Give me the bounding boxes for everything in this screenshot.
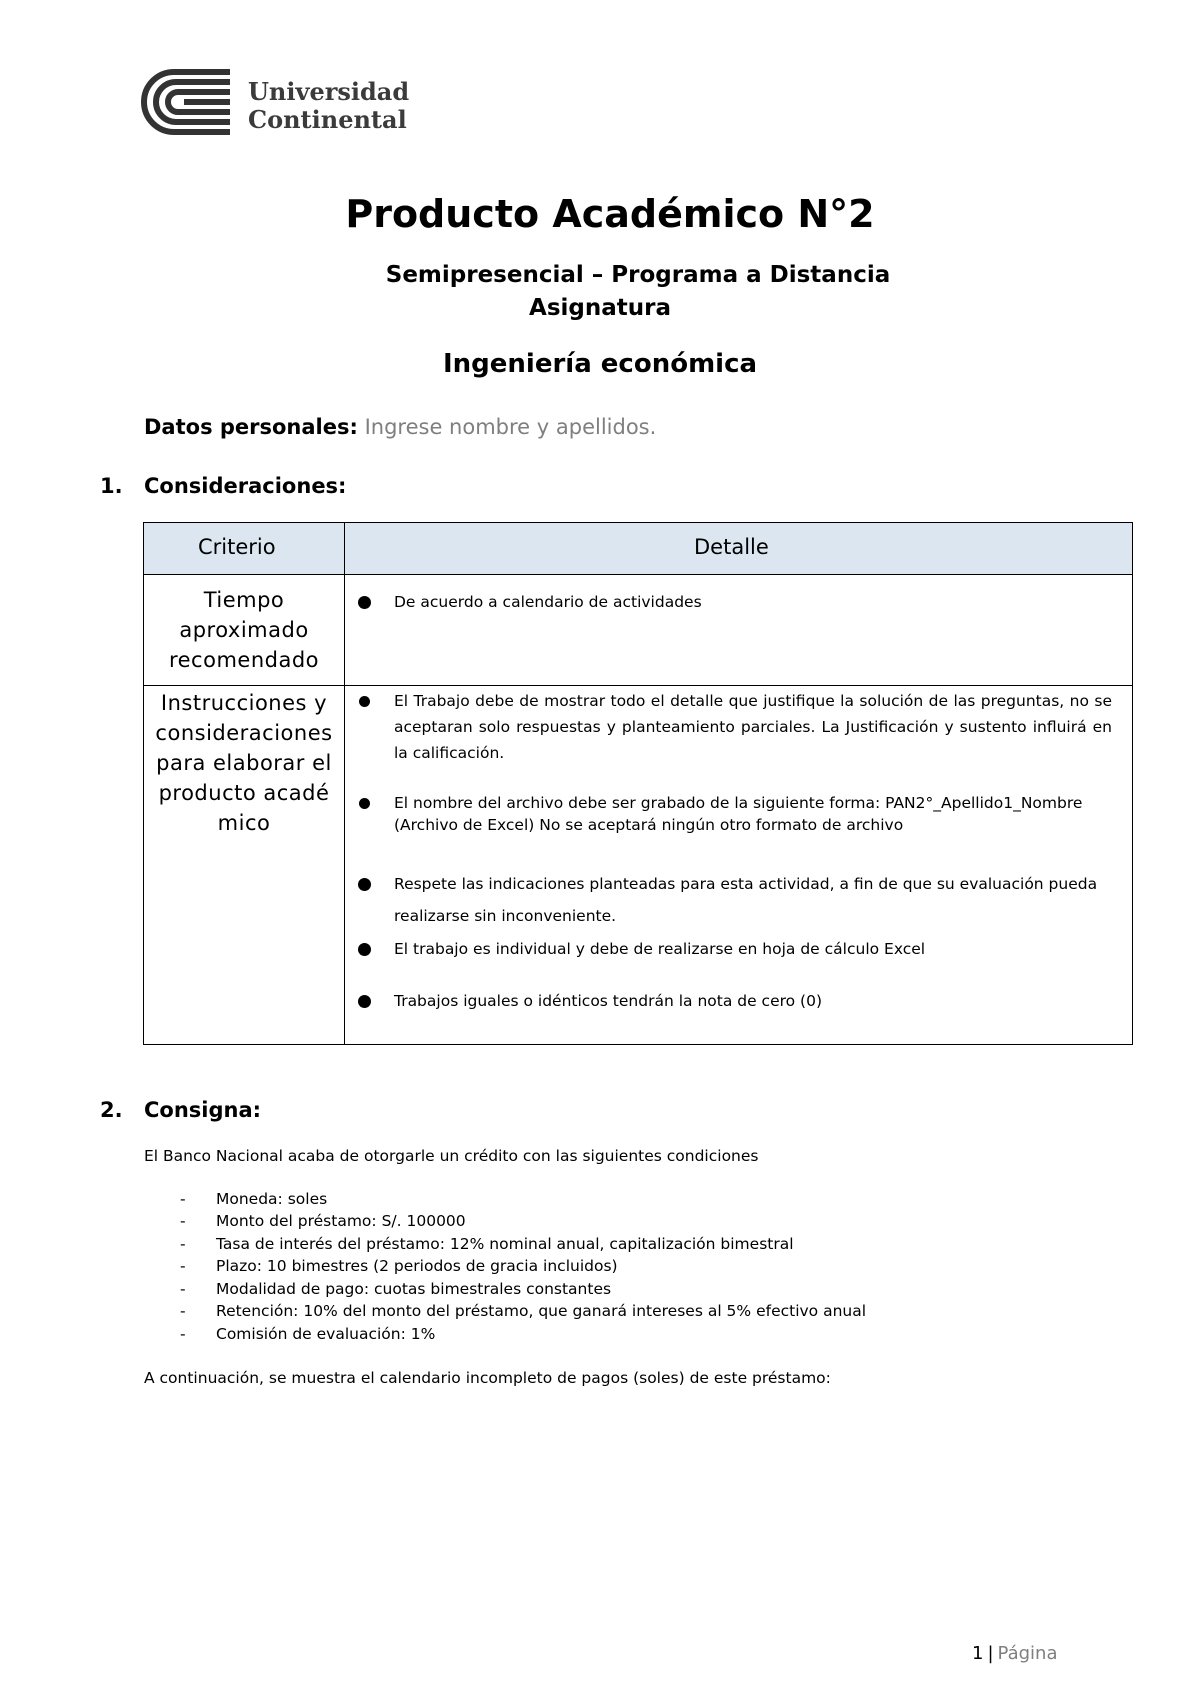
condition-text: Retención: 10% del monto del préstamo, que ganará intereses al 5% efectivo anual xyxy=(216,1302,867,1320)
detail-text: El trabajo es individual y debe de realizarse en hoja de cálculo Excel xyxy=(394,940,926,958)
condition-text: Plazo: 10 bimestres (2 periodos de gracia incluidos) xyxy=(216,1257,618,1275)
condition-text: Monto del préstamo: S/. 100000 xyxy=(216,1212,466,1230)
section1-heading xyxy=(0,474,400,504)
detail-text: El nombre del archivo debe ser grabado de la siguiente forma: PAN2°_Apellido1_Nombre (Archivo de Excel) No se aceptará ningún otro formato de archivo xyxy=(394,794,1083,834)
page-label: Página xyxy=(997,1643,1058,1664)
bullet-icon xyxy=(359,696,370,707)
detail-item xyxy=(394,990,1114,1012)
section2-number: 2. xyxy=(100,1098,123,1122)
header-criterio: Criterio xyxy=(198,535,276,559)
consigna-outro: A continuación, se muestra el calendario incompleto de pagos (soles) de este préstamo: xyxy=(144,1369,831,1387)
condition-text: Tasa de interés del préstamo: 12% nominal anual, capitalización bimestral xyxy=(216,1235,794,1253)
table-row xyxy=(144,575,1132,686)
detail-text: El Trabajo debe de mostrar todo el detalle que justifique la solución de las preguntas, no se aceptaran solo respuestas y planteamiento parciales. La Justificación y sustento influirá en la calificación. xyxy=(394,692,1112,762)
detail-item xyxy=(394,792,1114,836)
criteria-table xyxy=(143,522,1133,1045)
section2-title: Consigna: xyxy=(144,1098,262,1122)
section2-heading xyxy=(0,1098,400,1128)
section1-title: Consideraciones: xyxy=(144,474,347,498)
table-header-row xyxy=(144,523,1132,575)
bullet-icon xyxy=(358,878,371,891)
page-number: 1 xyxy=(972,1643,984,1664)
personal-data-field[interactable]: Ingrese nombre y apellidos. xyxy=(364,415,657,439)
criterion-cell: Tiempo aproximado recomendado xyxy=(168,588,320,672)
detail-item xyxy=(394,938,1114,960)
condition-text: Comisión de evaluación: 1% xyxy=(216,1325,436,1343)
university-logo xyxy=(140,68,410,140)
detail-item xyxy=(394,868,1114,932)
bullet-icon xyxy=(358,943,371,956)
personal-data-label: Datos personales: xyxy=(144,415,358,439)
subject-label: Asignatura xyxy=(529,295,671,321)
table-row xyxy=(144,686,1132,1044)
detail-item xyxy=(394,688,1112,766)
criterion-cell: Instrucciones y consideraciones para elaborar el producto académico xyxy=(155,691,333,835)
personal-data-line xyxy=(144,415,656,439)
logo-line2: Continental xyxy=(248,105,407,134)
consigna-intro: El Banco Nacional acaba de otorgarle un crédito con las siguientes condiciones xyxy=(144,1147,759,1165)
page-title: Producto Académico N°2 xyxy=(345,192,875,236)
detail-text: Trabajos iguales o idénticos tendrán la nota de cero (0) xyxy=(394,992,823,1010)
bullet-icon xyxy=(359,798,370,809)
course-name: Ingeniería económica xyxy=(442,349,758,379)
page-footer xyxy=(972,1643,1057,1664)
footer-separator: | xyxy=(987,1643,994,1664)
logo-mark-icon xyxy=(140,68,232,136)
condition-text: Modalidad de pago: cuotas bimestrales constantes xyxy=(216,1280,612,1298)
detail-text: Respete las indicaciones planteadas para esta actividad, a fin de que su evaluación pueda realizarse sin inconveniente. xyxy=(394,875,1098,925)
logo-line1: Universidad xyxy=(248,77,410,106)
detail-text: De acuerdo a calendario de actividades xyxy=(394,593,702,611)
modality-subtitle: Semipresencial – Programa a Distancia xyxy=(385,262,891,288)
header-detalle: Detalle xyxy=(694,535,769,559)
bullet-icon xyxy=(358,995,371,1008)
section1-number: 1. xyxy=(100,474,123,498)
bullet-icon xyxy=(358,596,371,609)
condition-text: Moneda: soles xyxy=(216,1190,328,1208)
detail-item xyxy=(394,591,1114,613)
